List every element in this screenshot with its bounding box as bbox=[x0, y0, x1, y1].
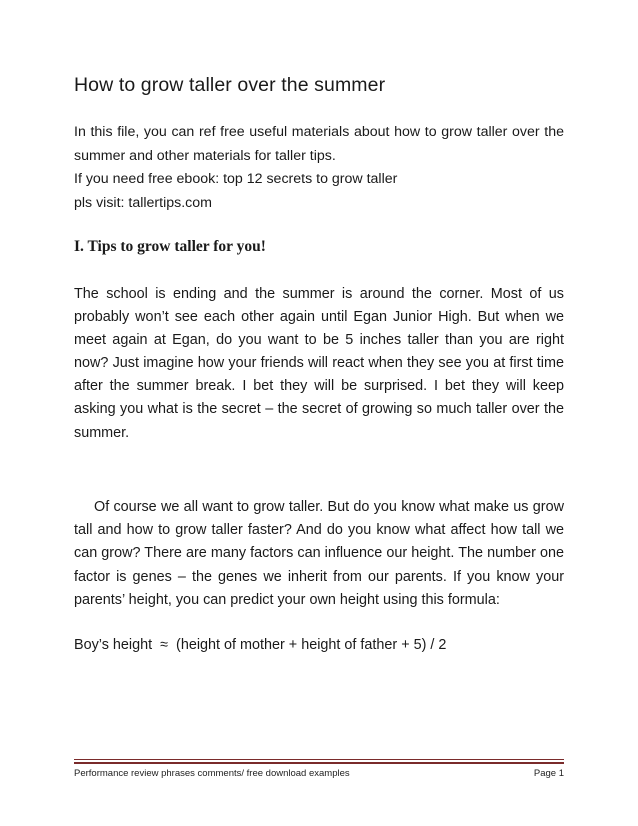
footer-rule-thin bbox=[74, 759, 564, 760]
section-heading: I. Tips to grow taller for you! bbox=[74, 238, 266, 255]
paragraph-2-text: Of course we all want to grow taller. But do you know what make us grow tall and how to grow taller faster? And do you know what affect how tall we can grow? There are many factors can influence our height. The number one factor is genes – the genes we inherit from our parents. If you know your parents’ height, you can predict your own height using this formula: bbox=[74, 498, 564, 608]
intro-line-3: pls visit: tallertips.com bbox=[74, 194, 212, 211]
page-content bbox=[74, 72, 564, 657]
footer-rule-thick bbox=[74, 762, 564, 764]
page-number: Page 1 bbox=[533, 768, 564, 779]
footer-text: Performance review phrases comments/ free download examples bbox=[74, 768, 350, 779]
height-formula: Boy’s height ≈ (height of mother + height of father + 5) / 2 bbox=[74, 637, 447, 654]
paragraph-2 bbox=[74, 496, 564, 612]
intro-line-2: If you need free ebook: top 12 secrets to grow taller bbox=[74, 171, 398, 187]
intro-block bbox=[74, 121, 564, 215]
document-title: How to grow taller over the summer bbox=[74, 74, 386, 96]
intro-line-1: In this file, you can ref free useful materials about how to grow taller over the summer and other materials for taller tips. bbox=[74, 124, 564, 164]
paragraph-1: The school is ending and the summer is around the corner. Most of us probably won’t see each other again until Egan Junior High. But when we meet again at Egan, do you want to be 5 inches taller than you are right now? Just imagine how your friends will react when they see you at first time after the summer break. I bet they will be surprised. I bet they will keep asking you what is the secret – the secret of growing so much taller over the summer. bbox=[74, 286, 564, 441]
